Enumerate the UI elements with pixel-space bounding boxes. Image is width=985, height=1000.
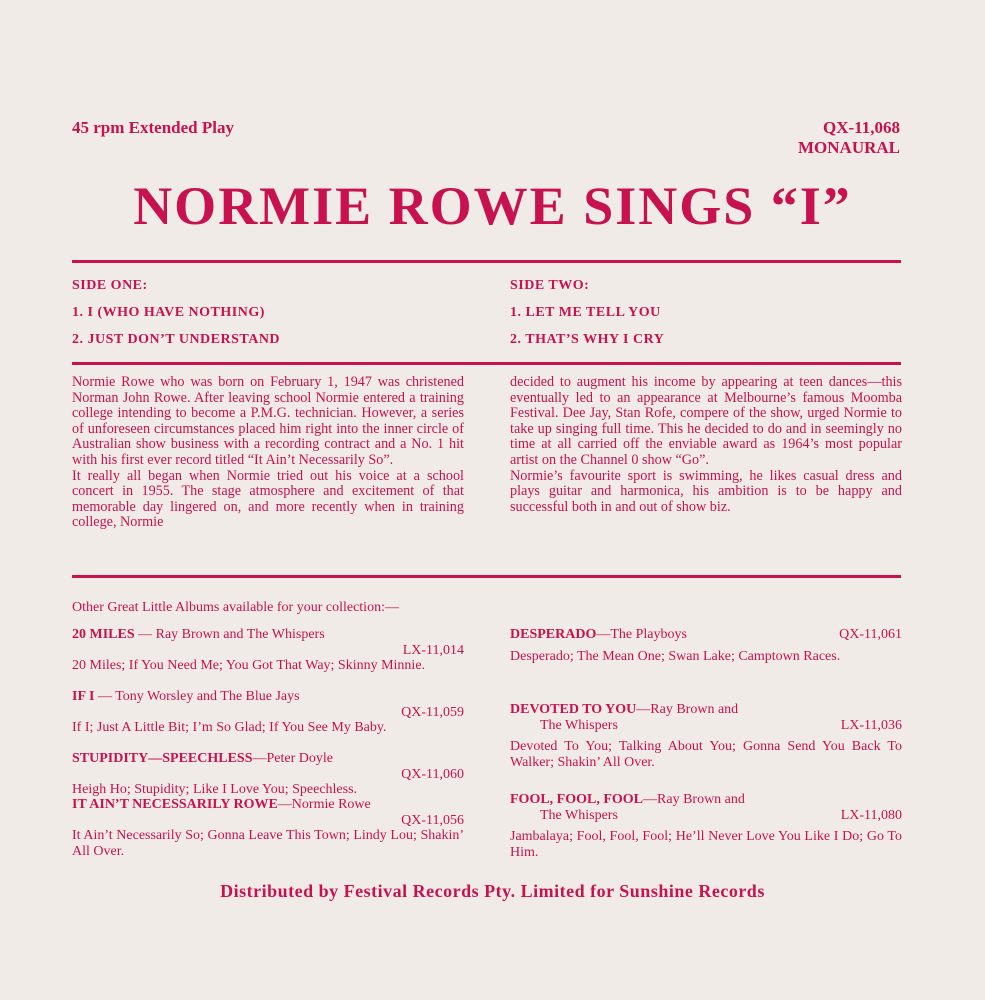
album-entry-tracks: 20 Miles; If You Need Me; You Got That Way; Skinny Minnie. [72, 658, 426, 674]
album-entry-artist-cont: The Whispers [540, 807, 618, 823]
album-entry: IT AIN’T NECESSARILY ROWE—Normie Rowe QX-11,056 It Ain’t Necessarily So; Gonna Leave This Town; Lindy Lou; Shakin’ All Over. [72, 797, 464, 859]
divider-top [72, 260, 901, 263]
album-entry: DEVOTED TO YOU—Ray Brown and The Whispers LX-11,036 Devoted To You; Talking About You; Gonna Send You Back To Walker; Shakin’ All Over. [510, 702, 902, 770]
album-entry-title: DEVOTED TO YOU [510, 702, 637, 717]
side-one-track-1: 1. I (WHO HAVE NOTHING) [72, 305, 265, 320]
album-title: NORMIE ROWE SINGS “I” [133, 176, 852, 236]
album-entry-title: DESPERADO [510, 627, 597, 642]
format-label: MONAURAL [798, 138, 900, 157]
album-entry-tracks: Desperado; The Mean One; Swan Lake; Camptown Races. [510, 648, 841, 664]
side-two-track-2: 2. THAT’S WHY I CRY [510, 332, 665, 347]
speed-label: 45 rpm Extended Play [72, 118, 234, 137]
album-entry-catalog: QX-11,061 [839, 627, 902, 642]
bio-paragraph: decided to augment his income by appearing at teen dances—this eventually led to an appearance at Melbourne’s famous Moomba Festival. Dee Jay, Stan Rofe, compere of the show, urged Normie to take up singing full time. This he decided to do and in seemingly no time at all carried off the enviable award as 1964’s most popular artist on the Channel 0 show “Go”. [510, 374, 902, 468]
album-entry-artist: Ray Brown and [657, 792, 745, 807]
album-entry-artist: Ray Brown and The Whispers [155, 627, 325, 642]
distribution-footer: Distributed by Festival Records Pty. Limited for Sunshine Records [220, 881, 765, 901]
album-entry-artist: Tony Worsley and The Blue Jays [115, 689, 300, 704]
album-entry: STUPIDITY—SPEECHLESS—Peter Doyle QX-11,060 Heigh Ho; Stupidity; Like I Love You; Speechless. [72, 751, 464, 798]
side-one-track-2: 2. JUST DON’T UNDERSTAND [72, 332, 281, 347]
divider-mid [72, 362, 901, 365]
album-entry: FOOL, FOOL, FOOL—Ray Brown and The Whispers LX-11,080 Jambalaya; Fool, Fool, Fool; He’ll Never Love You Like I Do; Go To Him. [510, 792, 902, 860]
catalog-block [760, 118, 900, 158]
album-entry-tracks: If I; Just A Little Bit; I’m So Glad; If You See My Baby. [72, 720, 387, 736]
album-entry-tracks: It Ain’t Necessarily So; Gonna Leave This Town; Lindy Lou; Shakin’ All Over. [72, 828, 464, 859]
bio-paragraph: It really all began when Normie tried out his voice at a school concert in 1955. The stage atmosphere and excitement of that memorable day lingered on, and more recently when in training college, Normie [72, 467, 464, 531]
album-entry-title: IT AIN’T NECESSARILY ROWE [72, 797, 278, 812]
album-entry-catalog: LX-11,080 [840, 807, 902, 823]
bio-left-column [72, 375, 464, 531]
album-entry-artist: Ray Brown and [650, 702, 739, 717]
album-entry-tracks: Heigh Ho; Stupidity; Like I Love You; Speechless. [72, 782, 358, 798]
bio-paragraph: Normie’s favourite sport is swimming, he likes casual dress and plays guitar and harmonica, his ambition is to be happy and successful both in and out of show biz. [510, 467, 902, 515]
album-entry-tracks: Devoted To You; Talking About You; Gonna Send You Back To Walker; Shakin’ All Over. [510, 739, 902, 770]
album-entry-artist: Peter Doyle [266, 751, 333, 766]
bio-paragraph: Normie Rowe who was born on February 1, 1947 was christened Norman John Rowe. After leaving school Normie entered a training college intending to become a P.M.G. technician. However, a series of unforeseen circumstances placed him right into the inner circle of Australian show business with a recording contract and a No. 1 hit with his first ever record titled “It Ain’t Necessarily So”. [72, 374, 464, 468]
album-entry: IF I — Tony Worsley and The Blue Jays QX-11,059 If I; Just A Little Bit; I’m So Glad; If You See My Baby. [72, 689, 464, 736]
album-entry-catalog: LX-11,036 [840, 717, 902, 733]
album-entry-tracks: Jambalaya; Fool, Fool, Fool; He’ll Never Love You Like I Do; Go To Him. [510, 829, 902, 860]
album-entry-catalog: QX-11,060 [401, 766, 464, 782]
side-two-label: SIDE TWO: [510, 278, 590, 293]
album-entry-artist: The Playboys [610, 627, 687, 642]
album-entry-artist: Normie Rowe [291, 797, 371, 812]
album-entry-catalog: QX-11,056 [401, 812, 464, 828]
album-entry-title: STUPIDITY—SPEECHLESS [72, 751, 253, 766]
album-entry: 20 MILES — Ray Brown and The Whispers LX-11,014 20 Miles; If You Need Me; You Got That Way; Skinny Minnie. [72, 627, 464, 674]
catalog-number: QX-11,068 [823, 118, 900, 137]
albums-intro: Other Great Little Albums available for your collection:— [72, 600, 399, 615]
album-entry-title: IF I [72, 689, 95, 704]
album-entry: DESPERADO—The Playboys QX-11,061 Desperado; The Mean One; Swan Lake; Camptown Races. [510, 627, 902, 664]
album-entry-title: FOOL, FOOL, FOOL [510, 792, 644, 807]
divider-bottom [72, 575, 901, 578]
album-entry-artist-cont: The Whispers [540, 717, 618, 733]
side-one-label: SIDE ONE: [72, 278, 148, 293]
album-entry-title: 20 MILES [72, 627, 135, 642]
album-entry-catalog: QX-11,059 [401, 704, 464, 720]
side-two-track-1: 1. LET ME TELL YOU [510, 305, 661, 320]
album-entry-catalog: LX-11,014 [402, 642, 464, 658]
bio-right-column [510, 375, 902, 515]
